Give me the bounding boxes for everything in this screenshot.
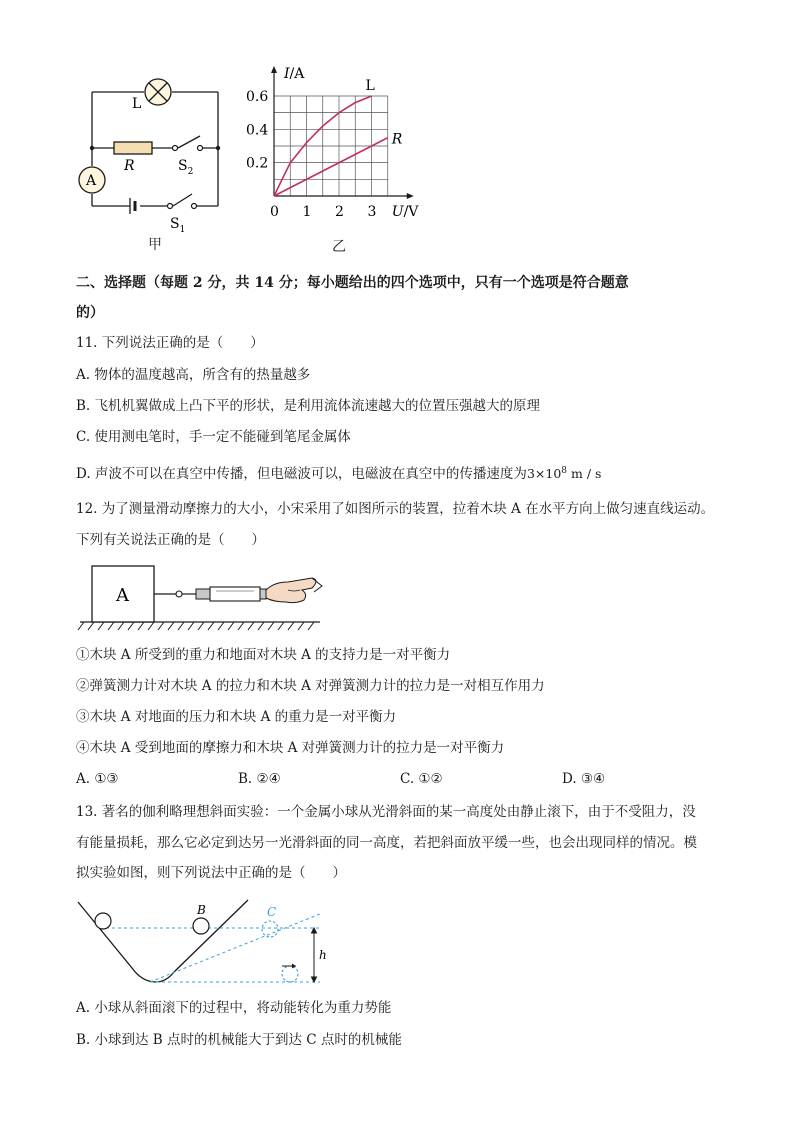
- y-axis-label: I/A: [284, 65, 305, 82]
- x-tick-label: 2: [335, 204, 344, 220]
- block-a-label: A: [116, 585, 129, 606]
- q12-statement-3: ③木块 A 对地面的压力和木块 A 的重力是一对平衡力: [76, 709, 397, 725]
- switch-s1-icon: [168, 204, 173, 209]
- resistor-icon: [114, 142, 152, 154]
- label-b: B: [197, 903, 206, 917]
- ball-c-icon: [262, 921, 278, 937]
- y-tick-label: 0.2: [246, 155, 269, 172]
- q11-option-d: D. 声波不可以在真空中传播，但电磁波可以，电磁波在真空中的传播速度为$3\times 10^8$ m / s: [76, 466, 602, 483]
- q12-statement-2: ②弹簧测力计对木块 A 的拉力和木块 A 对弹簧测力计的拉力是一对相互作用力: [76, 678, 545, 694]
- figure-caption-jia: 甲: [148, 237, 162, 253]
- q12-option-c: C. ①②: [400, 771, 443, 787]
- inclined-plane-diagram: [70, 892, 340, 990]
- label-h: h: [319, 948, 327, 962]
- q13-stem-cont: 有能量损耗，那么它必定到达另一光滑斜面的同一高度，若把斜面放平缓一些，也会出现同样的情况。模: [76, 835, 697, 851]
- section-heading-cont: 的）: [76, 305, 104, 321]
- switch-s2-label: $S_2$: [178, 158, 194, 177]
- q11-option-c: C. 使用测电笔时，手一定不能碰到笔尾金属体: [76, 429, 351, 445]
- switch-s1-label: $S_1$: [170, 216, 186, 235]
- q13-stem: 13. 著名的伽利略理想斜面实验：一个金属小球从光滑斜面的某一高度处由静止滚下，由于不受阻力，没: [76, 804, 696, 820]
- height-marker: [312, 928, 317, 982]
- spring-scale-icon: [196, 587, 266, 601]
- q12-stem-cont: 下列有关说法正确的是（ ）: [76, 532, 265, 548]
- x-tick-label: 1: [302, 204, 312, 220]
- x-tick-label: 3: [367, 204, 377, 220]
- q13-stem-cont2: 拟实验如图，则下列说法中正确的是（ ）: [76, 865, 346, 881]
- ammeter-label: A: [86, 173, 97, 189]
- q13-option-b: B. 小球到达 B 点时的机械能大于到达 C 点时的机械能: [76, 1032, 402, 1048]
- battery-icon: [130, 198, 135, 214]
- arrow-right-icon: [282, 964, 296, 969]
- lamp-icon: [145, 79, 171, 105]
- lamp-label: L: [132, 96, 142, 112]
- q12-option-d: D. ③④: [562, 771, 606, 787]
- q12-option-b: B. ②④: [238, 771, 281, 787]
- ball-b-icon: [193, 918, 209, 934]
- friction-setup-diagram: [76, 560, 326, 632]
- ball-start-icon: [95, 913, 111, 929]
- x-tick-label: 0: [270, 204, 279, 220]
- q12-stem: 12. 为了测量滑动摩擦力的大小，小宋采用了如图所示的装置，拉着木块 A 在水平方向上做匀速直线运动。: [76, 501, 715, 517]
- circuit-diagram: [60, 70, 240, 240]
- hand-icon: [266, 578, 322, 603]
- series-label-R: R: [391, 131, 403, 148]
- y-axis-arrow: [271, 66, 277, 73]
- q13-option-a: A. 小球从斜面滚下的过程中，将动能转化为重力势能: [76, 1000, 392, 1016]
- ball-flat-icon: [282, 966, 298, 982]
- series-label-L: L: [365, 77, 375, 94]
- q12-statement-1: ①木块 A 所受到的重力和地面对木块 A 的支持力是一对平衡力: [76, 647, 451, 663]
- figure-caption-yi: 乙: [332, 239, 346, 255]
- x-axis-arrow: [407, 193, 414, 199]
- series-line-R: [274, 138, 388, 196]
- y-tick-label: 0.4: [246, 122, 269, 139]
- q11-option-a: A. 物体的温度越高，所含有的热量越多: [76, 367, 311, 383]
- iu-graph: [240, 62, 440, 230]
- label-c: C: [267, 905, 277, 919]
- y-tick-label: 0.6: [246, 88, 269, 105]
- q11-option-b: B. 飞机机翼做成上凸下平的形状，是利用流体流速越大的位置压强越大的原理: [76, 398, 541, 414]
- q12-statement-4: ④木块 A 受到地面的摩擦力和木块 A 对弹簧测力计的拉力是一对平衡力: [76, 740, 505, 756]
- q11-stem: 11. 下列说法正确的是（ ）: [76, 335, 264, 351]
- switch-s2-icon: [173, 146, 178, 151]
- section-heading: 二、选择题（每题 2 分，共 14 分；每小题给出的四个选项中，只有一个选项是符合题意: [76, 275, 629, 291]
- q12-option-a: A. ①③: [76, 771, 119, 787]
- resistor-label: R: [124, 158, 135, 174]
- x-axis-label: U/V: [391, 204, 419, 220]
